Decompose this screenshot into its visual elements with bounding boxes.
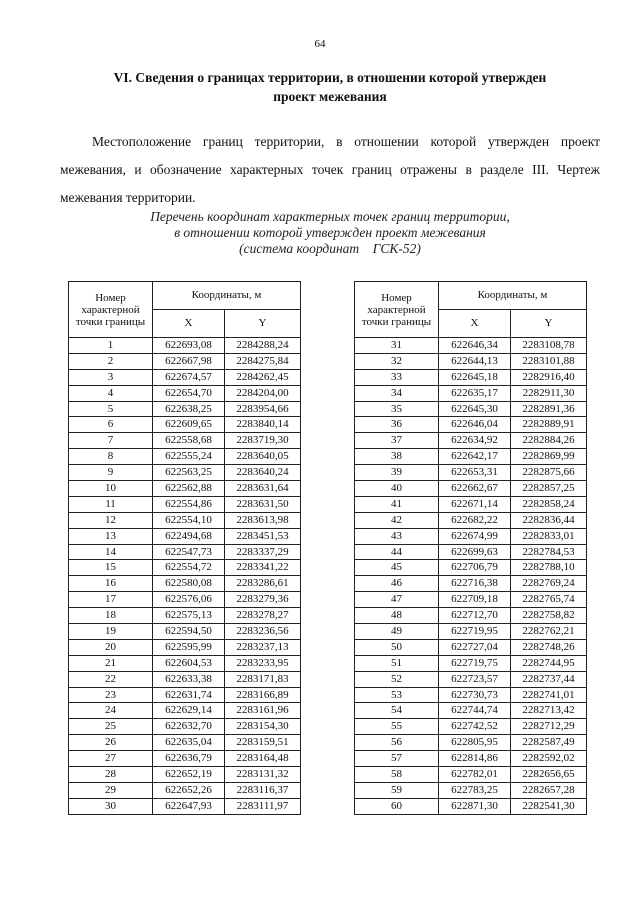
table-row xyxy=(69,703,301,719)
x-coordinate-cell: 622805,95 xyxy=(439,735,511,751)
x-coordinate-cell: 622632,70 xyxy=(153,719,225,735)
header-coordinates: Координаты, м xyxy=(439,282,587,310)
table-row xyxy=(69,385,301,401)
table-row xyxy=(355,449,587,465)
point-number-cell: 25 xyxy=(69,719,153,735)
table-row xyxy=(355,496,587,512)
y-coordinate-cell: 2283116,37 xyxy=(225,782,301,798)
header-point-number: Номер характерной точки границы xyxy=(355,282,439,338)
table-caption-line-3: (система координат ГСК-52) xyxy=(239,241,421,256)
point-number-cell: 46 xyxy=(355,576,439,592)
table-row xyxy=(69,465,301,481)
x-coordinate-cell: 622719,95 xyxy=(439,624,511,640)
x-coordinate-cell: 622594,50 xyxy=(153,624,225,640)
x-coordinate-cell: 622652,26 xyxy=(153,782,225,798)
table-row xyxy=(355,560,587,576)
x-coordinate-cell: 622706,79 xyxy=(439,560,511,576)
header-x: X xyxy=(439,310,511,338)
y-coordinate-cell: 2282869,99 xyxy=(511,449,587,465)
point-number-cell: 3 xyxy=(69,369,153,385)
table-row xyxy=(69,544,301,560)
y-coordinate-cell: 2283171,83 xyxy=(225,671,301,687)
point-number-cell: 4 xyxy=(69,385,153,401)
table-row xyxy=(69,496,301,512)
x-coordinate-cell: 622604,53 xyxy=(153,655,225,671)
y-coordinate-cell: 2282875,66 xyxy=(511,465,587,481)
x-coordinate-cell: 622693,08 xyxy=(153,338,225,354)
table-row xyxy=(69,369,301,385)
y-coordinate-cell: 2282891,36 xyxy=(511,401,587,417)
y-coordinate-cell: 2283840,14 xyxy=(225,417,301,433)
y-coordinate-cell: 2282748,26 xyxy=(511,639,587,655)
x-coordinate-cell: 622667,98 xyxy=(153,353,225,369)
table-row xyxy=(69,592,301,608)
x-coordinate-cell: 622699,63 xyxy=(439,544,511,560)
y-coordinate-cell: 2282737,44 xyxy=(511,671,587,687)
y-coordinate-cell: 2283111,97 xyxy=(225,798,301,814)
y-coordinate-cell: 2282762,21 xyxy=(511,624,587,640)
table-row xyxy=(355,671,587,687)
x-coordinate-cell: 622595,99 xyxy=(153,639,225,655)
y-coordinate-cell: 2282758,82 xyxy=(511,608,587,624)
y-coordinate-cell: 2282769,24 xyxy=(511,576,587,592)
point-number-cell: 32 xyxy=(355,353,439,369)
table-row xyxy=(69,608,301,624)
table-row xyxy=(355,639,587,655)
table-row xyxy=(355,353,587,369)
y-coordinate-cell: 2283451,53 xyxy=(225,528,301,544)
y-coordinate-cell: 2283286,61 xyxy=(225,576,301,592)
x-coordinate-cell: 622709,18 xyxy=(439,592,511,608)
x-coordinate-cell: 622719,75 xyxy=(439,655,511,671)
x-coordinate-cell: 622646,04 xyxy=(439,417,511,433)
table-row xyxy=(355,465,587,481)
table-row xyxy=(355,592,587,608)
point-number-cell: 36 xyxy=(355,417,439,433)
y-coordinate-cell: 2283108,78 xyxy=(511,338,587,354)
point-number-cell: 44 xyxy=(355,544,439,560)
x-coordinate-cell: 622576,06 xyxy=(153,592,225,608)
y-coordinate-cell: 2283161,96 xyxy=(225,703,301,719)
table-row xyxy=(69,639,301,655)
y-coordinate-cell: 2283631,50 xyxy=(225,496,301,512)
y-coordinate-cell: 2283278,27 xyxy=(225,608,301,624)
table-row xyxy=(69,528,301,544)
y-coordinate-cell: 2282587,49 xyxy=(511,735,587,751)
body-paragraph: Местоположение границ территории, в отношении которой утвержден проект межевания, и обозначение характерных точек границ отражены в разделе III. Чертеж межевания территории. xyxy=(60,134,600,205)
table-caption xyxy=(60,209,600,257)
point-number-cell: 35 xyxy=(355,401,439,417)
x-coordinate-cell: 622674,57 xyxy=(153,369,225,385)
table-row xyxy=(69,624,301,640)
point-number-cell: 7 xyxy=(69,433,153,449)
point-number-cell: 1 xyxy=(69,338,153,354)
table-row xyxy=(69,767,301,783)
point-number-cell: 41 xyxy=(355,496,439,512)
y-coordinate-cell: 2283279,36 xyxy=(225,592,301,608)
x-coordinate-cell: 622742,52 xyxy=(439,719,511,735)
point-number-cell: 8 xyxy=(69,449,153,465)
point-number-cell: 31 xyxy=(355,338,439,354)
table-row xyxy=(355,735,587,751)
y-coordinate-cell: 2283613,98 xyxy=(225,512,301,528)
y-coordinate-cell: 2283640,05 xyxy=(225,449,301,465)
table-row xyxy=(355,433,587,449)
x-coordinate-cell: 622633,38 xyxy=(153,671,225,687)
y-coordinate-cell: 2283640,24 xyxy=(225,465,301,481)
x-coordinate-cell: 622662,67 xyxy=(439,481,511,497)
table-row xyxy=(355,417,587,433)
point-number-cell: 13 xyxy=(69,528,153,544)
x-coordinate-cell: 622716,38 xyxy=(439,576,511,592)
y-coordinate-cell: 2282858,24 xyxy=(511,496,587,512)
point-number-cell: 60 xyxy=(355,798,439,814)
point-number-cell: 17 xyxy=(69,592,153,608)
x-coordinate-cell: 622635,17 xyxy=(439,385,511,401)
x-coordinate-cell: 622671,14 xyxy=(439,496,511,512)
point-number-cell: 37 xyxy=(355,433,439,449)
x-coordinate-cell: 622558,68 xyxy=(153,433,225,449)
y-coordinate-cell: 2282836,44 xyxy=(511,512,587,528)
x-coordinate-cell: 622814,86 xyxy=(439,751,511,767)
x-coordinate-cell: 622645,30 xyxy=(439,401,511,417)
table-row xyxy=(69,735,301,751)
point-number-cell: 21 xyxy=(69,655,153,671)
y-coordinate-cell: 2282857,25 xyxy=(511,481,587,497)
x-coordinate-cell: 622555,24 xyxy=(153,449,225,465)
coordinates-table-right xyxy=(354,281,587,815)
y-coordinate-cell: 2284204,00 xyxy=(225,385,301,401)
table-row xyxy=(355,481,587,497)
point-number-cell: 16 xyxy=(69,576,153,592)
table-row xyxy=(69,401,301,417)
point-number-cell: 18 xyxy=(69,608,153,624)
point-number-cell: 14 xyxy=(69,544,153,560)
table-row xyxy=(355,687,587,703)
x-coordinate-cell: 622580,08 xyxy=(153,576,225,592)
x-coordinate-cell: 622783,25 xyxy=(439,782,511,798)
x-coordinate-cell: 622635,04 xyxy=(153,735,225,751)
y-coordinate-cell: 2284275,84 xyxy=(225,353,301,369)
table-row xyxy=(69,481,301,497)
x-coordinate-cell: 622494,68 xyxy=(153,528,225,544)
table-caption-line-1: Перечень координат характерных точек границ территории, xyxy=(150,209,510,224)
y-coordinate-cell: 2282713,42 xyxy=(511,703,587,719)
x-coordinate-cell: 622562,88 xyxy=(153,481,225,497)
point-number-cell: 29 xyxy=(69,782,153,798)
point-number-cell: 34 xyxy=(355,385,439,401)
table-row xyxy=(69,449,301,465)
table-row xyxy=(355,624,587,640)
y-coordinate-cell: 2283233,95 xyxy=(225,655,301,671)
x-coordinate-cell: 622554,86 xyxy=(153,496,225,512)
point-number-cell: 12 xyxy=(69,512,153,528)
y-coordinate-cell: 2283101,88 xyxy=(511,353,587,369)
table-row xyxy=(69,417,301,433)
x-coordinate-cell: 622638,25 xyxy=(153,401,225,417)
header-point-number: Номер характерной точки границы xyxy=(69,282,153,338)
x-coordinate-cell: 622644,13 xyxy=(439,353,511,369)
point-number-cell: 24 xyxy=(69,703,153,719)
y-coordinate-cell: 2283236,56 xyxy=(225,624,301,640)
point-number-cell: 20 xyxy=(69,639,153,655)
y-coordinate-cell: 2283954,66 xyxy=(225,401,301,417)
y-coordinate-cell: 2283159,51 xyxy=(225,735,301,751)
point-number-cell: 51 xyxy=(355,655,439,671)
table-row xyxy=(69,655,301,671)
x-coordinate-cell: 622554,10 xyxy=(153,512,225,528)
y-coordinate-cell: 2282712,29 xyxy=(511,719,587,735)
y-coordinate-cell: 2284262,45 xyxy=(225,369,301,385)
table-row xyxy=(355,544,587,560)
y-coordinate-cell: 2283164,48 xyxy=(225,751,301,767)
point-number-cell: 33 xyxy=(355,369,439,385)
x-coordinate-cell: 622547,73 xyxy=(153,544,225,560)
point-number-cell: 40 xyxy=(355,481,439,497)
x-coordinate-cell: 622727,04 xyxy=(439,639,511,655)
point-number-cell: 2 xyxy=(69,353,153,369)
x-coordinate-cell: 622642,17 xyxy=(439,449,511,465)
point-number-cell: 28 xyxy=(69,767,153,783)
point-number-cell: 15 xyxy=(69,560,153,576)
table-row xyxy=(69,512,301,528)
x-coordinate-cell: 622647,93 xyxy=(153,798,225,814)
section-heading-line-2: проект межевания xyxy=(273,89,387,104)
coordinates-table-right-body xyxy=(355,338,587,815)
table-row xyxy=(355,369,587,385)
x-coordinate-cell: 622744,74 xyxy=(439,703,511,719)
x-coordinate-cell: 622575,13 xyxy=(153,608,225,624)
y-coordinate-cell: 2282788,10 xyxy=(511,560,587,576)
point-number-cell: 49 xyxy=(355,624,439,640)
x-coordinate-cell: 622653,31 xyxy=(439,465,511,481)
point-number-cell: 56 xyxy=(355,735,439,751)
table-row xyxy=(355,798,587,814)
point-number-cell: 47 xyxy=(355,592,439,608)
point-number-cell: 10 xyxy=(69,481,153,497)
x-coordinate-cell: 622629,14 xyxy=(153,703,225,719)
point-number-cell: 5 xyxy=(69,401,153,417)
y-coordinate-cell: 2283154,30 xyxy=(225,719,301,735)
point-number-cell: 43 xyxy=(355,528,439,544)
header-y: Y xyxy=(225,310,301,338)
y-coordinate-cell: 2282911,30 xyxy=(511,385,587,401)
table-row xyxy=(355,576,587,592)
point-number-cell: 42 xyxy=(355,512,439,528)
point-number-cell: 39 xyxy=(355,465,439,481)
x-coordinate-cell: 622871,30 xyxy=(439,798,511,814)
y-coordinate-cell: 2282741,01 xyxy=(511,687,587,703)
section-heading-line-1: VI. Сведения о границах территории, в отношении которой утвержден xyxy=(113,70,547,85)
y-coordinate-cell: 2282833,01 xyxy=(511,528,587,544)
point-number-cell: 45 xyxy=(355,560,439,576)
y-coordinate-cell: 2282916,40 xyxy=(511,369,587,385)
y-coordinate-cell: 2282592,02 xyxy=(511,751,587,767)
x-coordinate-cell: 622609,65 xyxy=(153,417,225,433)
point-number-cell: 27 xyxy=(69,751,153,767)
table-row xyxy=(69,798,301,814)
point-number-cell: 55 xyxy=(355,719,439,735)
y-coordinate-cell: 2283341,22 xyxy=(225,560,301,576)
point-number-cell: 54 xyxy=(355,703,439,719)
y-coordinate-cell: 2282744,95 xyxy=(511,655,587,671)
table-row xyxy=(69,751,301,767)
coordinates-table-left xyxy=(68,281,301,815)
point-number-cell: 48 xyxy=(355,608,439,624)
y-coordinate-cell: 2283719,30 xyxy=(225,433,301,449)
table-row xyxy=(355,528,587,544)
y-coordinate-cell: 2283337,29 xyxy=(225,544,301,560)
point-number-cell: 9 xyxy=(69,465,153,481)
x-coordinate-cell: 622682,22 xyxy=(439,512,511,528)
x-coordinate-cell: 622654,70 xyxy=(153,385,225,401)
y-coordinate-cell: 2283131,32 xyxy=(225,767,301,783)
table-row xyxy=(69,687,301,703)
point-number-cell: 52 xyxy=(355,671,439,687)
y-coordinate-cell: 2282889,91 xyxy=(511,417,587,433)
table-row xyxy=(69,560,301,576)
table-row xyxy=(355,767,587,783)
point-number-cell: 22 xyxy=(69,671,153,687)
section-heading xyxy=(60,68,600,106)
y-coordinate-cell: 2282784,53 xyxy=(511,544,587,560)
x-coordinate-cell: 622631,74 xyxy=(153,687,225,703)
header-coordinates: Координаты, м xyxy=(153,282,301,310)
table-row xyxy=(355,719,587,735)
y-coordinate-cell: 2282657,28 xyxy=(511,782,587,798)
y-coordinate-cell: 2283237,13 xyxy=(225,639,301,655)
point-number-cell: 38 xyxy=(355,449,439,465)
point-number-cell: 50 xyxy=(355,639,439,655)
x-coordinate-cell: 622782,01 xyxy=(439,767,511,783)
table-row xyxy=(355,385,587,401)
point-number-cell: 11 xyxy=(69,496,153,512)
table-row xyxy=(355,401,587,417)
table-row xyxy=(355,703,587,719)
point-number-cell: 6 xyxy=(69,417,153,433)
table-row xyxy=(355,655,587,671)
x-coordinate-cell: 622652,19 xyxy=(153,767,225,783)
x-coordinate-cell: 622712,70 xyxy=(439,608,511,624)
table-row xyxy=(69,671,301,687)
x-coordinate-cell: 622634,92 xyxy=(439,433,511,449)
y-coordinate-cell: 2283631,64 xyxy=(225,481,301,497)
x-coordinate-cell: 622730,73 xyxy=(439,687,511,703)
x-coordinate-cell: 622563,25 xyxy=(153,465,225,481)
table-row xyxy=(355,782,587,798)
point-number-cell: 30 xyxy=(69,798,153,814)
table-row xyxy=(69,576,301,592)
point-number-cell: 53 xyxy=(355,687,439,703)
y-coordinate-cell: 2283166,89 xyxy=(225,687,301,703)
x-coordinate-cell: 622723,57 xyxy=(439,671,511,687)
x-coordinate-cell: 622645,18 xyxy=(439,369,511,385)
y-coordinate-cell: 2282765,74 xyxy=(511,592,587,608)
x-coordinate-cell: 622646,34 xyxy=(439,338,511,354)
y-coordinate-cell: 2284288,24 xyxy=(225,338,301,354)
y-coordinate-cell: 2282541,30 xyxy=(511,798,587,814)
point-number-cell: 57 xyxy=(355,751,439,767)
page-number: 64 xyxy=(314,38,326,50)
header-y: Y xyxy=(511,310,587,338)
table-row xyxy=(355,751,587,767)
point-number-cell: 23 xyxy=(69,687,153,703)
point-number-cell: 19 xyxy=(69,624,153,640)
header-x: X xyxy=(153,310,225,338)
x-coordinate-cell: 622674,99 xyxy=(439,528,511,544)
table-row xyxy=(355,338,587,354)
x-coordinate-cell: 622636,79 xyxy=(153,751,225,767)
table-row xyxy=(69,433,301,449)
table-row xyxy=(355,512,587,528)
table-row xyxy=(69,719,301,735)
point-number-cell: 59 xyxy=(355,782,439,798)
table-caption-line-2: в отношении которой утвержден проект межевания xyxy=(174,225,486,240)
y-coordinate-cell: 2282884,26 xyxy=(511,433,587,449)
table-row xyxy=(69,353,301,369)
table-row xyxy=(355,608,587,624)
coordinates-table-left-body xyxy=(69,338,301,815)
point-number-cell: 26 xyxy=(69,735,153,751)
x-coordinate-cell: 622554,72 xyxy=(153,560,225,576)
point-number-cell: 58 xyxy=(355,767,439,783)
table-row xyxy=(69,782,301,798)
y-coordinate-cell: 2282656,65 xyxy=(511,767,587,783)
table-row xyxy=(69,338,301,354)
